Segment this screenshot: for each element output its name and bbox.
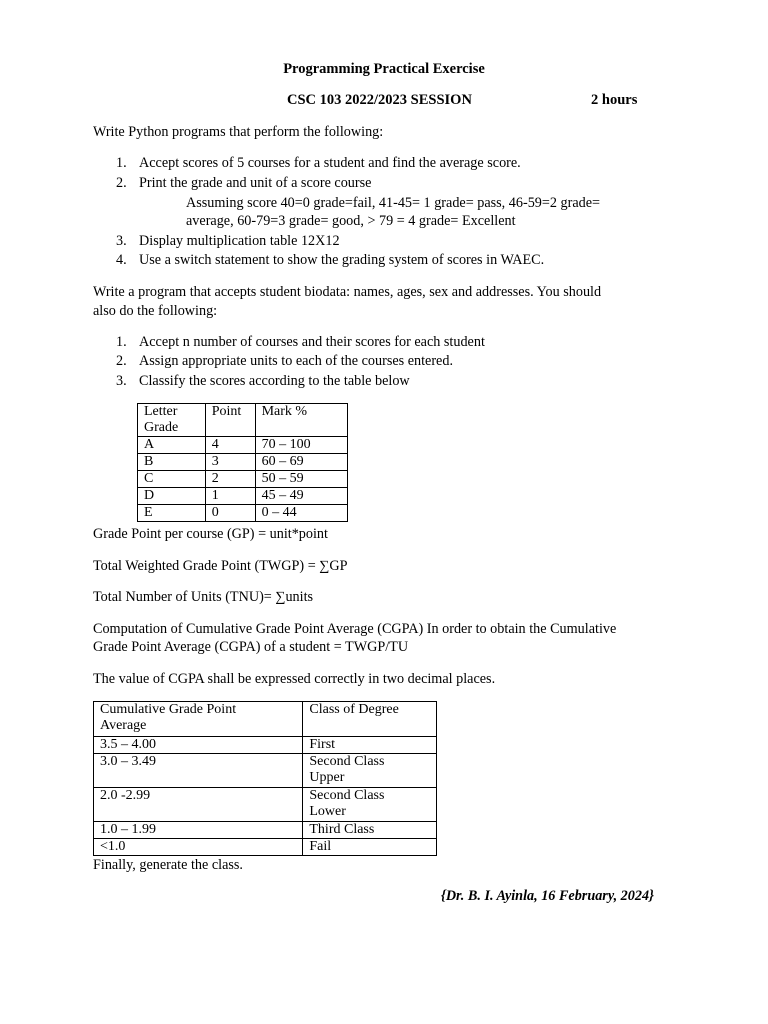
table-header-cell: Cumulative Grade Point Average bbox=[94, 702, 303, 737]
table-cell: 0 bbox=[205, 505, 255, 522]
table-row bbox=[94, 754, 437, 788]
table-cell: D bbox=[138, 488, 206, 505]
twgp-formula: Total Weighted Grade Point (TWGP) = ∑GP bbox=[93, 558, 348, 574]
table-cell: C bbox=[138, 471, 206, 488]
table-cell: B bbox=[138, 454, 206, 471]
table-cell: 3.0 – 3.49 bbox=[94, 754, 303, 788]
table-cell: Fail bbox=[303, 839, 437, 856]
table-cell: 4 bbox=[205, 437, 255, 454]
table-cell: 3.5 – 4.00 bbox=[94, 737, 303, 754]
table-row bbox=[94, 737, 437, 754]
duration-label: 2 hours bbox=[591, 92, 638, 108]
cgpa-text-line1: Computation of Cumulative Grade Point Average (CGPA) In order to obtain the Cumulative bbox=[93, 621, 617, 637]
table-row bbox=[138, 471, 348, 488]
table-row bbox=[94, 822, 437, 839]
table-header-row bbox=[94, 702, 437, 737]
table-header-row bbox=[138, 404, 348, 437]
table-cell: Second Class Lower bbox=[303, 788, 437, 822]
signature: {Dr. B. I. Ayinla, 16 February, 2024} bbox=[440, 888, 654, 904]
closing-text: Finally, generate the class. bbox=[93, 857, 243, 873]
table-row bbox=[138, 454, 348, 471]
grade-assumption-line1: Assuming score 40=0 grade=fail, 41-45= 1 grade= pass, 46-59=2 grade= bbox=[186, 195, 601, 211]
table-header-cell: Mark % bbox=[255, 404, 347, 437]
part2-intro-line1: Write a program that accepts student biodata: names, ages, sex and addresses. You should bbox=[93, 284, 602, 300]
part2-intro-line2: also do the following: bbox=[93, 303, 218, 319]
session-label: CSC 103 2022/2023 SESSION bbox=[287, 92, 472, 108]
gp-formula: Grade Point per course (GP) = unit*point bbox=[93, 526, 328, 542]
table-row bbox=[94, 839, 437, 856]
page-title: Programming Practical Exercise bbox=[283, 61, 485, 77]
table-row bbox=[138, 505, 348, 522]
table-cell: E bbox=[138, 505, 206, 522]
table-header-cell: Letter Grade bbox=[138, 404, 206, 437]
table-cell: <1.0 bbox=[94, 839, 303, 856]
list-item: 3. Display multiplication table 12X12 bbox=[116, 233, 340, 249]
table-row bbox=[138, 488, 348, 505]
table-cell: Second Class Upper bbox=[303, 754, 437, 788]
table-row bbox=[94, 788, 437, 822]
tnu-formula: Total Number of Units (TNU)= ∑units bbox=[93, 589, 314, 605]
table-cell: 1 bbox=[205, 488, 255, 505]
table-cell: 1.0 – 1.99 bbox=[94, 822, 303, 839]
table-cell: 2.0 -2.99 bbox=[94, 788, 303, 822]
grade-table bbox=[137, 403, 348, 522]
table-cell: 60 – 69 bbox=[255, 454, 347, 471]
table-cell: First bbox=[303, 737, 437, 754]
table-cell: 3 bbox=[205, 454, 255, 471]
list-item: 3. Classify the scores according to the table below bbox=[116, 373, 410, 389]
table-cell: 0 – 44 bbox=[255, 505, 347, 522]
list-item: 2. Print the grade and unit of a score course bbox=[116, 175, 372, 191]
list-item: 1. Accept n number of courses and their scores for each student bbox=[116, 334, 485, 350]
table-cell: A bbox=[138, 437, 206, 454]
list-item: 4. Use a switch statement to show the grading system of scores in WAEC. bbox=[116, 252, 545, 268]
table-cell: 45 – 49 bbox=[255, 488, 347, 505]
table-cell: Third Class bbox=[303, 822, 437, 839]
grade-assumption-line2: average, 60-79=3 grade= good, > 79 = 4 grade= Excellent bbox=[186, 213, 516, 229]
class-of-degree-table bbox=[93, 701, 437, 856]
table-cell: 50 – 59 bbox=[255, 471, 347, 488]
list-item: 1. Accept scores of 5 courses for a student and find the average score. bbox=[116, 155, 521, 171]
table-cell: 70 – 100 bbox=[255, 437, 347, 454]
list-item: 2. Assign appropriate units to each of the courses entered. bbox=[116, 353, 453, 369]
table-cell: 2 bbox=[205, 471, 255, 488]
table-row bbox=[138, 437, 348, 454]
decimal-places-text: The value of CGPA shall be expressed correctly in two decimal places. bbox=[93, 671, 496, 687]
table-header-cell: Class of Degree bbox=[303, 702, 437, 737]
cgpa-text-line2: Grade Point Average (CGPA) of a student = TWGP/TU bbox=[93, 639, 409, 655]
part1-intro: Write Python programs that perform the following: bbox=[93, 124, 384, 140]
table-header-cell: Point bbox=[205, 404, 255, 437]
